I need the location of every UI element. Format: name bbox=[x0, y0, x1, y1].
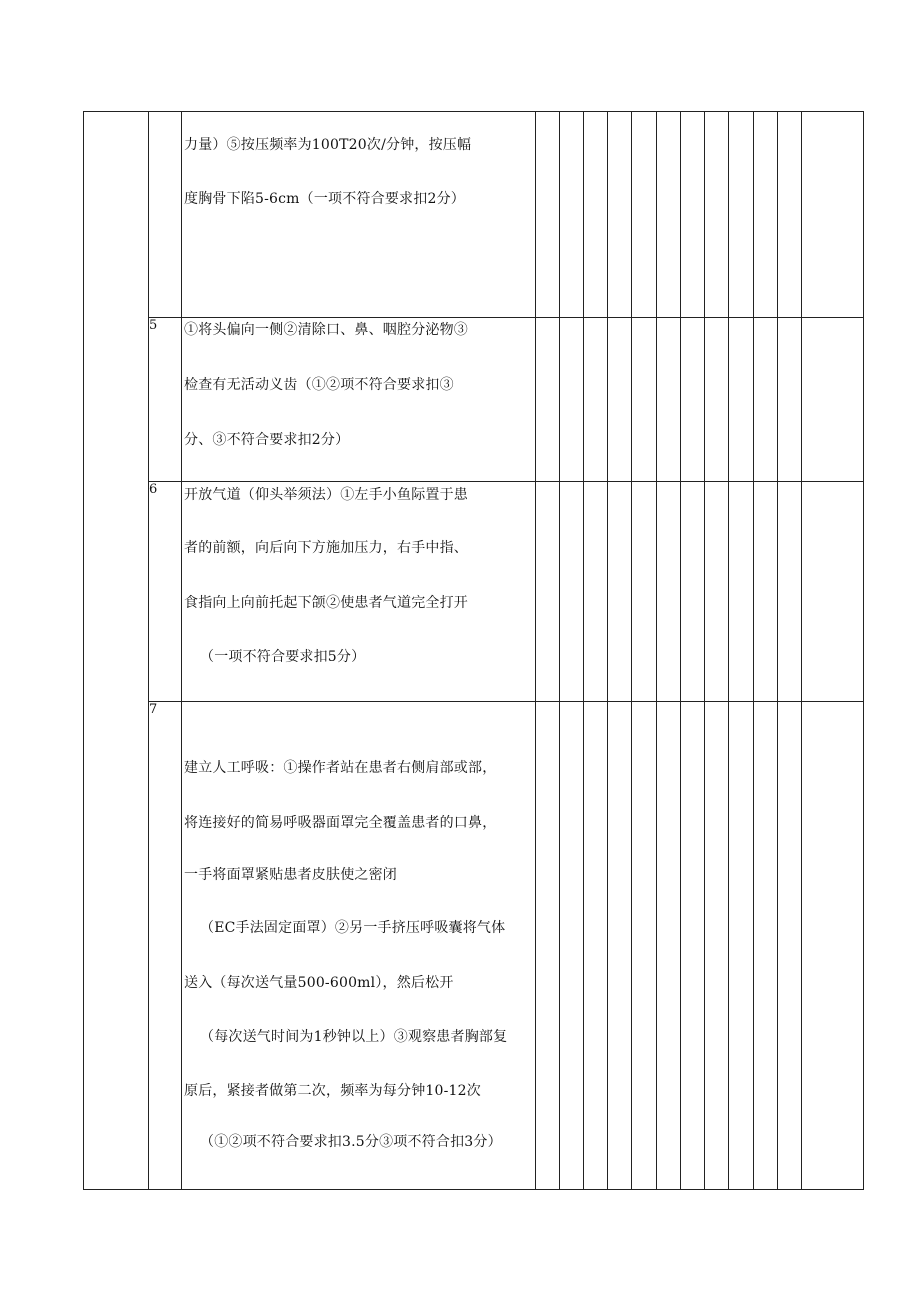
score-cell bbox=[632, 318, 657, 482]
score-cell bbox=[802, 482, 864, 702]
step-number: 6 bbox=[149, 482, 182, 702]
score-cell bbox=[608, 482, 632, 702]
score-cell bbox=[681, 702, 705, 1190]
score-cell bbox=[608, 318, 632, 482]
score-cell bbox=[729, 318, 754, 482]
description-line: 力量）⑤按压频率为100T20次/分钟，按压幅 bbox=[184, 137, 472, 153]
score-cell bbox=[536, 482, 560, 702]
description-line: 送入（每次送气量500-600ml），然后松开 bbox=[184, 975, 454, 991]
step-description bbox=[182, 318, 536, 482]
step-number bbox=[149, 112, 182, 318]
scoring-table bbox=[83, 111, 864, 1190]
description-line: 将连接好的简易呼吸器面罩完全覆盖患者的口鼻， bbox=[184, 815, 497, 831]
description-line: 原后，紧接者做第二次，频率为每分钟10-12次 bbox=[184, 1083, 481, 1099]
score-cell bbox=[584, 482, 608, 702]
description-line: 建立人工呼吸：①操作者站在患者右侧肩部或部， bbox=[184, 760, 497, 776]
score-cell bbox=[560, 702, 584, 1190]
description-line: （①②项不符合要求扣3.5分③项不符合扣3分） bbox=[200, 1134, 502, 1150]
score-cell bbox=[584, 702, 608, 1190]
table-row bbox=[84, 112, 864, 318]
step-description bbox=[182, 702, 536, 1190]
score-cell bbox=[536, 112, 560, 318]
table-row bbox=[84, 482, 864, 702]
description-line: 检查有无活动义齿（①②项不符合要求扣③ bbox=[184, 377, 454, 393]
score-cell bbox=[584, 112, 608, 318]
table-row bbox=[84, 702, 864, 1190]
table-row bbox=[84, 318, 864, 482]
score-cell bbox=[754, 318, 778, 482]
score-cell bbox=[754, 482, 778, 702]
description-line: 分、③不符合要求扣2分） bbox=[184, 432, 350, 448]
score-cell bbox=[632, 112, 657, 318]
score-cell bbox=[705, 112, 729, 318]
score-cell bbox=[705, 318, 729, 482]
score-cell bbox=[560, 482, 584, 702]
score-cell bbox=[657, 112, 681, 318]
score-cell bbox=[632, 702, 657, 1190]
description-line: （一项不符合要求扣5分） bbox=[200, 649, 366, 665]
score-cell bbox=[778, 702, 802, 1190]
score-cell bbox=[681, 318, 705, 482]
score-cell bbox=[681, 482, 705, 702]
category-cell bbox=[84, 112, 149, 1190]
description-line: 者的前额，向后向下方施加压力，右手中指、 bbox=[184, 540, 468, 556]
description-line: （每次送气时间为1秒钟以上）③观察患者胸部复 bbox=[200, 1029, 508, 1045]
score-cell bbox=[608, 702, 632, 1190]
score-cell bbox=[705, 482, 729, 702]
score-cell bbox=[681, 112, 705, 318]
score-cell bbox=[536, 318, 560, 482]
score-cell bbox=[584, 318, 608, 482]
description-line: （EC手法固定面罩）②另一手挤压呼吸囊将气体 bbox=[200, 920, 506, 936]
score-cell bbox=[560, 318, 584, 482]
score-cell bbox=[778, 318, 802, 482]
score-cell bbox=[754, 702, 778, 1190]
score-cell bbox=[754, 112, 778, 318]
description-line: 开放气道（仰头举须法）①左手小鱼际置于患 bbox=[184, 487, 468, 503]
description-line: 一手将面罩紧贴患者皮肤使之密闭 bbox=[184, 867, 397, 883]
description-line: ①将头偏向一侧②清除口、鼻、咽腔分泌物③ bbox=[184, 322, 468, 338]
description-line: 食指向上向前托起下颌②使患者气道完全打开 bbox=[184, 595, 468, 611]
score-cell bbox=[632, 482, 657, 702]
score-cell bbox=[778, 482, 802, 702]
score-cell bbox=[608, 112, 632, 318]
score-cell bbox=[729, 482, 754, 702]
score-cell bbox=[657, 318, 681, 482]
score-cell bbox=[657, 482, 681, 702]
score-cell bbox=[802, 318, 864, 482]
step-number: 7 bbox=[149, 702, 182, 1190]
score-cell bbox=[560, 112, 584, 318]
score-cell bbox=[802, 702, 864, 1190]
description-line: 度胸骨下陷5-6cm（一项不符合要求扣2分） bbox=[184, 191, 465, 207]
score-cell bbox=[729, 702, 754, 1190]
step-description bbox=[182, 482, 536, 702]
step-description bbox=[182, 112, 536, 318]
step-number: 5 bbox=[149, 318, 182, 482]
score-cell bbox=[705, 702, 729, 1190]
score-cell bbox=[778, 112, 802, 318]
score-cell bbox=[802, 112, 864, 318]
score-cell bbox=[729, 112, 754, 318]
score-cell bbox=[657, 702, 681, 1190]
score-cell bbox=[536, 702, 560, 1190]
